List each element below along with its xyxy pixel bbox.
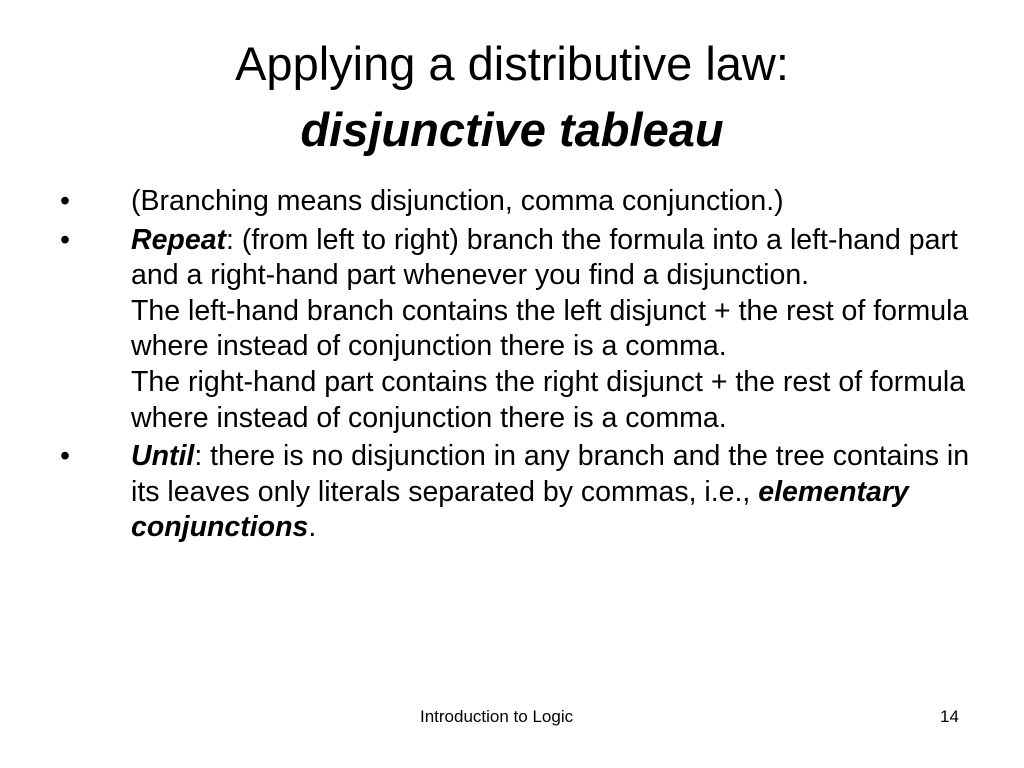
- bullet-icon: •: [60, 185, 70, 217]
- bullet-text-right-branch: The right-hand part contains the right disjunct + the rest of formula where instead of conjunction there is a comma.: [131, 365, 966, 434]
- bullet-item-until: [58, 439, 978, 546]
- footer-title: Introduction to Logic: [420, 707, 574, 726]
- bullet-item-branching: [58, 184, 978, 220]
- bullet-text: (Branching means disjunction, comma conjunction.): [131, 185, 784, 217]
- bullet-icon: •: [60, 440, 70, 473]
- bullet-text-left-branch: The left-hand branch contains the left disjunct + the rest of formula where instead of conjunction there is a comma.: [131, 294, 969, 363]
- keyword-repeat: Repeat: [131, 223, 227, 256]
- bullet-icon: •: [60, 223, 70, 256]
- bullet-item-repeat: [58, 223, 978, 437]
- emphasis-elementary-conjunctions: elementary conjunctions: [131, 475, 909, 544]
- bullet-list: [58, 184, 978, 549]
- keyword-until: Until: [131, 440, 195, 473]
- bullet-text: : (from left to right) branch the formula into a left-hand part and a right-hand part whenever you find a disjunction.: [131, 223, 958, 292]
- bullet-text: : there is no disjunction in any branch and the tree contains in its leaves only literals separated by commas, i.e.,: [131, 440, 970, 508]
- bullet-text-end: .: [308, 511, 317, 544]
- slide-title: Applying a distributive law:: [235, 37, 789, 90]
- page-number: 14: [940, 707, 959, 726]
- slide-subtitle: disjunctive tableau: [300, 103, 724, 156]
